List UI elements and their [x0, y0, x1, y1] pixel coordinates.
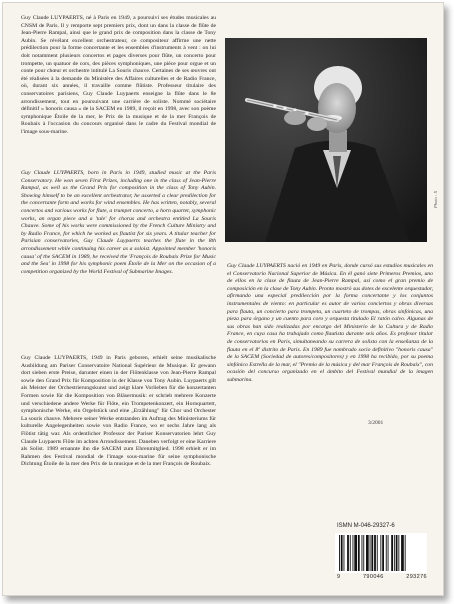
biography-german	[21, 355, 216, 469]
barcode	[335, 533, 427, 573]
barcode-bar	[380, 535, 381, 571]
barcode-bar	[391, 535, 393, 571]
biography-french	[21, 15, 216, 137]
biography-english-text: Guy Claude LUYPAERTS, born in Paris in 1949, studied music at the Paris Conservatory. He won seven First Prizes, including one in the class of Jean-Pierre Rampal, as well as the Grand Prix for composition in the class of Tony Aubin. Showing himself to be an excellent orchestrator, he asserted a clear predilection for the concertante form and works for wind ensembles. He has written, notably, several concertos and various works for flute, a trumpet concerto, a horn quartet, symphonic works, an organ piece and a 'tale' for chorus and orchestra entitled La Souris Chauve. Some of his works were commissioned by the French Culture Ministry and by Radio France, for which he worked as flautist for six years. A titular teacher for Parisian conservatories, Guy Claude Luypaerts teaches the flute in the 8th arrondissement while continuing his career as a soloist. Appointed member 'honoris causa' of the SACEM in 1989, he received the 'François de Roubaix Prize for Music and the Sea' in 1998 for his symphonic poem Étoile de la Mer on the occasion of a competition organized by the World Festival of Submarine Images.	[21, 170, 216, 275]
barcode-digit-group-2: 293276	[406, 574, 427, 580]
barcode-bar	[339, 535, 340, 571]
biography-german-text: Guy Claude LUYPAERTS, 1949 in Paris geboren, erhielt seine musikalische Ausbildung am Pariser Conservatoire National Supérieur de Musique. Er gewann dort sieben erste Preise, darunter einen in der Flötenklasse von Jean-Pierre Rampal sowie den Grand Prix für Komposition in der Klasse von Tony Aubin. Luypaerts gilt als Meister der Orchestrierungskunst und zeigt klare Vorlieben für die konzertanten Formen sowie für die Komposition von Bläsermusik: er schrieb mehrere Konzerte und verschiedene andere Werke für Flöte, ein Trompetenkonzert, ein Hornquartett, symphonische Werke, ein Orgelstück und eine „Erzählung" für Chor und Orchester La souris chauve. Mehrere seiner Werke entstanden im Auftrag des Ministeriums für kulturelle Angelegenheiten sowie von Radio France, wo er sechs Jahre lang als Flötist tätig war. Als ordentlicher Professor der Pariser Konservatorien lehrt Guy Claude Luypaerts Flöte im achten Arrondissement. Daneben verfolgt er eine Karriere als Solist. 1989 ernannte ihn die SACEM zum Ehrenmitglied. 1998 erhielt er im Rahmen des Festival mondial de l'image sous-marine für seine symphonische Dichtung Étoile de la mer den Prix de la musique et de la mer François de Roubaix.	[21, 355, 216, 468]
barcode-bar	[382, 535, 384, 571]
barcode-bar	[341, 535, 343, 571]
barcode-bar	[394, 535, 395, 571]
barcode-bar	[388, 535, 389, 571]
barcode-bar	[374, 535, 376, 571]
biography-english	[21, 170, 216, 276]
barcode-bar	[353, 535, 354, 571]
barcode-bar	[362, 535, 363, 571]
barcode-bar	[350, 535, 351, 571]
barcode-bar	[358, 535, 360, 571]
biography-spanish	[227, 263, 433, 385]
ismn-number: ISMN M-046-29327-6	[337, 523, 395, 529]
barcode-bar	[396, 535, 398, 571]
barcode-bar	[401, 535, 404, 571]
barcode-bar	[405, 535, 406, 571]
barcode-bar	[370, 535, 371, 571]
barcode-bar	[366, 535, 369, 571]
score-back-cover	[2, 2, 444, 596]
photo-credit: Photo : X	[433, 190, 438, 208]
barcode-digit-prefix: 9	[337, 574, 341, 580]
biography-spanish-text: Guy Claude LUYPAERTS nació en 1949 en Paris, donde cursó sus estudios musicales en el Conservatorio Nacional Superior de Música. En él ganó siete Primeros Premios, uno de ellos en la clase de flauta de Jean-Pierre Rampal, así como el gran premio de composición en la clase de Tony Aubin. Pronto mostró sus dotes de excelente orquestador, afirmando una especial predilección por la forma concertante y los conjuntos instrumentales de viento: en particular es autor de varios conciertos y obras diversas para flauta, un concierto para trompeta, un cuarteto de trompas, obras sinfónicas, una pieza para órgano y un cuento para coro y orquesta titulado El ratón calvo. Algunas de sus obras han sido realizadas por encargo del Ministerio de la Cultura y de Radio France, en cuya casa ha trabajado como flautista durante seis años. Es profesor titular de conservatorios en Paris, simultaneando su carrera de solista con la enseñanza de la flauta en el 8º distrito de Paris. En 1989 fue nombrado socio definitivo "honoris causa" de la SACEM (Sociedad de autores/compositores) y en 1998 ha recibido, por su poema sinfónico Estrella de la mar, el "Premio de la música y del mar François de Roubaix", con ocasión del concurso organizado en el ámbito del Festival mundial de la imagen submarina.	[227, 263, 433, 383]
barcode-bar	[354, 535, 357, 571]
barcode-bars	[335, 533, 427, 573]
barcode-bar	[386, 535, 387, 571]
barcode-digits	[337, 574, 427, 580]
barcode-bar	[398, 535, 399, 571]
barcode-digit-group-1: 790046	[362, 574, 384, 580]
barcode-bar	[377, 535, 378, 571]
composer-photo	[225, 38, 427, 242]
barcode-bar	[344, 535, 345, 571]
barcode-bar	[363, 535, 364, 571]
barcode-bar	[371, 535, 373, 571]
publication-date-code: 3/2001	[368, 420, 384, 426]
biography-french-text: Guy Claude LUYPAERTS, né à Paris en 1949, a poursuivi ses études musicales au CNSM de Paris. Il y remporte sept premiers prix, dont un dans la classe de flûte de Jean-Pierre Rampal, ainsi que le grand prix de composition dans la classe de Tony Aubin. Se révélant excellent orchestrateur, ce compositeur affirme une nette prédilection pour la forme concertante et les ensembles d'instruments à vent : on lui doit notamment plusieurs concertos et pages diverses pour flûte, un concerto pour trompette, un quatuor de cors, des pièces symphoniques, une pièce pour orgue et un conte pour chœur et orchestre intitulé La Souris chauve. Certaines de ses œuvres ont été réalisées à la demande du Ministère des Affaires culturelles et de Radio France, où, durant six années, il travaille comme flûtiste. Professeur titulaire des conservatoires parisiens, Guy Claude Luypaerts enseigne la flûte dans le 8e arrondissement, tout en poursuivant une carrière de soliste. Nommé sociétaire définitif « honoris causa » de la SACEM en 1989, il reçoit en 1998, avec son poème symphonique Étoile de la mer, le Prix de la musique et de la mer François de Roubaix à l'occasion du concours organisé dans le cadre du Festival mondial de l'image sous-marine.	[21, 15, 216, 135]
flutist-portrait-image	[225, 38, 427, 242]
barcode-bar	[347, 535, 349, 571]
